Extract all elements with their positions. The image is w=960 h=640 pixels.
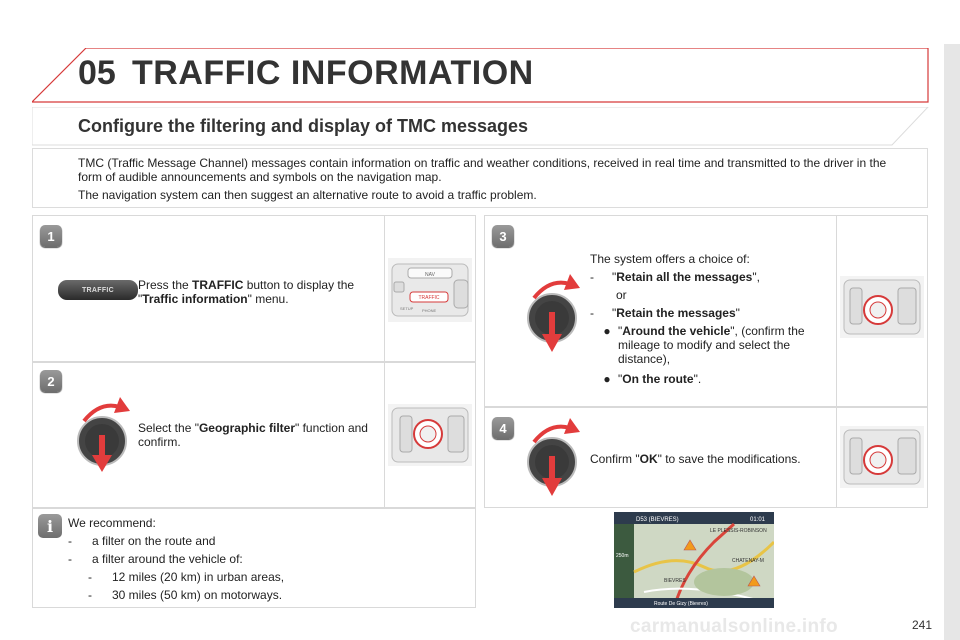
tip-item: - a filter around the vehicle of: bbox=[68, 552, 243, 566]
tip-title: We recommend: bbox=[68, 516, 156, 530]
chapter-number: 05 bbox=[78, 54, 116, 92]
page-number: 241 bbox=[912, 618, 933, 632]
tip-sub-item: - 30 miles (50 km) on motorways. bbox=[88, 588, 283, 602]
rotary-control-image bbox=[840, 276, 924, 338]
chapter-title: TRAFFIC INFORMATION bbox=[132, 54, 534, 92]
tip-sub-item: - 12 miles (20 km) in urban areas, bbox=[88, 570, 285, 584]
nav-key-label: NAV bbox=[425, 272, 435, 278]
rotary-knob-icon bbox=[70, 395, 134, 473]
map-time-label: 01:01 bbox=[750, 517, 766, 523]
phone-key-label: PHONE bbox=[422, 308, 437, 313]
intro-text bbox=[78, 156, 908, 202]
intro-paragraph: TMC (Traffic Message Channel) messages contain information on traffic and weather conditions, received in real time and transmitted to the driver in the form of audible announcements and symbols on the navigation map. bbox=[78, 156, 887, 184]
step-2-badge: 2 bbox=[40, 370, 62, 392]
step-1-text: Press the TRAFFIC button to display the "Traffic information" menu. bbox=[138, 278, 355, 306]
tip-item: - a filter on the route and bbox=[68, 534, 216, 548]
choice-intro: The system offers a choice of: bbox=[590, 252, 750, 266]
choice-sub-option: ● "Around the vehicle", (confirm the mileage to modify and select the distance), bbox=[603, 324, 805, 366]
step-4-text: Confirm "OK" to save the modifications. bbox=[590, 452, 801, 466]
choice-sub-option: ● "On the route". bbox=[603, 372, 702, 386]
choice-or: or bbox=[616, 288, 627, 302]
setup-key-label: SETUP bbox=[400, 306, 414, 311]
radio-control-panel-image bbox=[388, 258, 472, 322]
step-3-choices bbox=[590, 252, 825, 390]
choice-option: - "Retain all the messages", bbox=[590, 270, 760, 284]
map-road-label: D53 (BIEVRES) bbox=[636, 517, 679, 523]
navigation-map-image bbox=[614, 512, 774, 608]
map-town-label: CHATENAY-M bbox=[732, 558, 764, 564]
choice-option: - "Retain the messages" bbox=[590, 306, 740, 320]
step-2-text: Select the "Geographic filter" function and confirm. bbox=[138, 421, 368, 449]
map-town-label: LE PLESSIS-ROBINSON bbox=[710, 528, 767, 534]
map-scale-label: 250m bbox=[616, 553, 629, 559]
traffic-button-icon: TRAFFIC bbox=[58, 280, 138, 300]
step-3-badge: 3 bbox=[492, 225, 514, 247]
step-4-badge: 4 bbox=[492, 417, 514, 439]
info-icon: i bbox=[38, 514, 62, 538]
page-edge-strip bbox=[944, 44, 960, 640]
tip-text bbox=[68, 516, 284, 602]
step-1-badge: 1 bbox=[40, 225, 62, 247]
rotary-control-image bbox=[840, 426, 924, 488]
intro-paragraph: The navigation system can then suggest an alternative route to avoid a traffic problem. bbox=[78, 188, 537, 202]
rotary-knob-icon bbox=[520, 416, 584, 498]
rotary-knob-icon bbox=[520, 272, 584, 354]
traffic-key-label: TRAFFIC bbox=[418, 295, 440, 301]
rotary-control-image bbox=[388, 404, 472, 466]
map-town-label: BIEVRES bbox=[664, 578, 686, 584]
map-street-label: Route De Gizy (Bievres) bbox=[654, 601, 708, 607]
section-title: Configure the filtering and display of TMC messages bbox=[78, 116, 529, 136]
watermark: carmanualsonline.info bbox=[630, 616, 838, 637]
